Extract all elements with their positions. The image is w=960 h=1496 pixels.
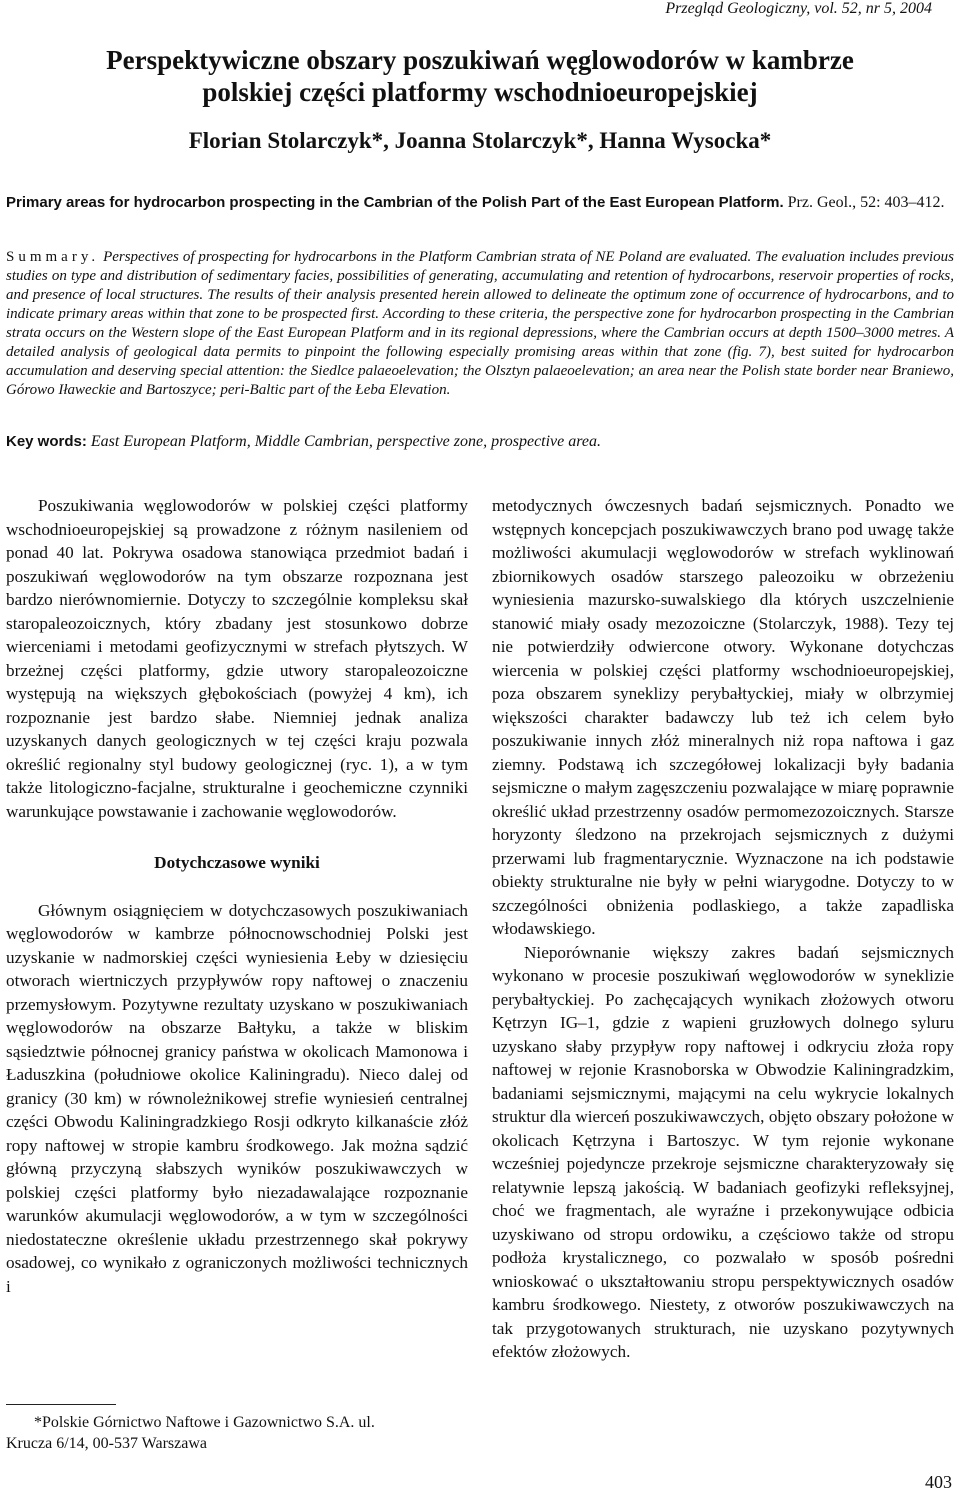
keywords-block	[6, 432, 954, 452]
paragraph: Głównym osiągnięciem w dotychczasowych poszukiwaniach węglowodorów w kambrze północnowschodniej Polski jest uzyskanie w nadmorskiej części wyniesienia Łeby w dziesięciu otworach wiertniczych przypływów ropy naftowej o znaczeniu przemysłowym. Pozytywne rezultaty uzyskano w poszukiwaniach węglowodorów na obszarze Bałtyku, a także w bliskim sąsiedztwie północnej granicy państwa w okolicach Mamonowa i Ładuszkina (południowe okolice Kaliningradu). Nieco dalej od granicy (30 km) w równoleżnikowej strefie wyniesień centralnej części Obwodu Kaliningradzkiego Rosji odkryto kilkanaście złóż ropy naftowej w stropie kambru środkowego. Jak można sądzić główną przyczyną słabszych wyników poszukiwawczych w polskiej części platformy było niezadawalające rozpoznanie warunków akumulacji węglowodorów, a w tym w szczególności niedostateczne określenie układu przestrzennego skał pokrywy osadowej, co wynikało z ograniczonych możliwości technicznych i	[6, 900, 468, 1296]
right-column	[492, 494, 954, 1364]
paragraph: Poszukiwania węglowodorów w polskiej części platformy wschodnioeuropejskiej są prowadzone z różnym nasileniem od ponad 40 lat. Pokrywa osadowa stanowiąca przedmiot badań i poszukiwań węglowodorów na tym obszarze rozpoznana jest bardzo nierównomiernie. Dotyczy to szczególnie kompleksu skał staropaleozoicznych, który zbadany jest stosunkowo dobrze wierceniami i metodami geofizycznymi w strefach płytszych. W brzeżnej części platformy, gdzie utwory staropaleozoiczne występują na większych głębokościach (powyżej 4 km), ich rozpoznanie jest bardzo słabe. Niemniej jednak analiza uzyskanych danych geologicznych w tej części kraju pozwala określić regionalny styl budowy geologicznej (ryc. 1), a w tym także litologiczno-facjalne, strukturalne i geochemiczne czynniki warunkujące powstawanie i zachowanie węglowodorów.	[6, 496, 468, 821]
english-title: Primary areas for hydrocarbon prospecting in the Cambrian of the Polish Part of the East European Platform.	[6, 194, 784, 211]
english-reference	[6, 192, 954, 214]
footnote-line-2: Krucza 6/14, 00-537 Warszawa	[6, 1435, 208, 1452]
paragraph: metodycznych ówczesnych badań sejsmicznych. Ponadto we wstępnych koncepcjach poszukiwawczych brano pod uwagę także możliwości akumulacji węglowodorów w strefach wyklinowań zbiornikowych osadów starszego paleozoiku w obrzeżeniu wyniesienia mazursko-suwalskiego dla których uszczelnienie stanowić miały osady mezozoiczne (Stolarczyk, 1988). Tezy tej nie potwierdziły odwiercone otwory. Wykonane dotychczas wiercenia w polskiej części platformy wschodnioeuropejskiej, poza obszarem syneklizy perybałtyckiej, miały w olbrzymiej większości charakter badawczy lub też ich celem było poszukiwanie innych złóż mineralnych niż ropa naftowa i gaz ziemny. Podstawą ich szczegółowej lokalizacji były badania sejsmiczne o małym zagęszczeniu pozwalające w miarę poprawnie określić układ przestrzenny osadów permomezozoicznych. Starsze horyzonty śledzono na przekrojach sejsmicznych z dużymi przerwami lub fragmentarycznie. Wyznaczone na ich podstawie obiekty strukturalne nie były w pełni wiarygodne. Dotyczy to w szczególności obniżenia podlaskiego, a także zapadliska włodawskiego.	[492, 496, 954, 938]
paragraph: Nieporównanie większy zakres badań sejsmicznych wykonano w procesie poszukiwań węglowodorów w synekliziе perybałtyckiej. Po zachęcających wynikach złożowych otworu Kętrzyn IG–1, gdzie z wapieni gruzłowych dolnego syluru uzyskano słaby przypływ ropy naftowej i odkryciu złoża ropy naftowej w rejonie Krasnoborska w Obwodzie Kaliningradzkim, badaniami sejsmicznymi, mającymi na celu wykrycie lokalnych struktur dla wierceń poszukiwawczych, objęto obszary położone w okolicach Kętrzyna i Bartoszyc. W tym rejonie wykonane wcześniej pojedyncze przekroje sejsmiczne charakteryzowały się relatywnie lepszą jakością. W badaniach geofizyki refleksyjnej, choć we fragmentach, ale wyraźne i przekonywujące odbicia uzyskiwano od stropu ordowiku, a częściowo także od stropu podłoża krystalicznego, co pozwalało w sposób pośredni wnioskować o ukształtowaniu stropu perspektywicznych osadów kambru środkowego. Niestety, z otworów poszukiwawczych na tak przygotowanych strukturach, nie uzyskano pozytywnych efektów złożowych.	[492, 942, 954, 1361]
section-heading: Dotychczasowe wyniki	[154, 853, 320, 872]
footnote	[6, 1412, 468, 1454]
footnote-line-1: *Polskie Górnictwo Naftowe i Gazownictwo S.A. ul.	[34, 1414, 375, 1431]
keywords-text: East European Platform, Middle Cambrian, perspective zone, prospective area.	[86, 433, 601, 450]
title-line-2: polskiej części platformy wschodnioeuropejskiej	[202, 77, 758, 107]
keywords-label: Key words:	[6, 433, 87, 450]
summary-label: Summary.	[6, 249, 100, 265]
left-column	[6, 494, 468, 1298]
authors: Florian Stolarczyk*, Joanna Stolarczyk*, Hanna Wysocka*	[188, 128, 772, 153]
summary-block	[6, 248, 954, 400]
title-line-1: Perspektywiczne obszary poszukiwań węglowodorów w kambrze	[106, 45, 854, 75]
footnote-divider	[6, 1404, 116, 1405]
citation: Prz. Geol., 52: 403–412.	[783, 194, 945, 211]
page-number: 403	[925, 1472, 952, 1492]
summary-text: Perspectives of prospecting for hydrocarbons in the Platform Cambrian strata of NE Poland are evaluated. The evaluation includes previous studies on type and distribution of sedimentary facies, possibilities of generating, accumulating and retention of hydrocarbons, reservoir properties of rocks, and presence of local structures. The results of their analysis presented herein allowed to delineate the optimum zone of occurrence of hydrocarbons, and to indicate primary areas within that zone to be prospected first. According to these criteria, the perspective zone for hydrocarbon prospecting in the Cambrian strata occurs on the Western slope of the East European Platform and in its regional depressions, where the Cambrian occurs at depth 1500–3000 metres. A detailed analysis of geological data permits to pinpoint the following especially promising areas within that zone (fig. 7), best suited for hydrocarbon accumulation and deserving special attention: the Siedlce palaeoelevation; the Olsztyn palaeoelevation; an area near the Polish state border near Braniewo, Górowo Iławeckie and Bartoszyce; peri-Baltic part of the Łeba Elevation.	[6, 249, 954, 398]
article-title	[40, 44, 920, 108]
journal-header: Przegląd Geologiczny, vol. 52, nr 5, 2004	[665, 0, 932, 17]
